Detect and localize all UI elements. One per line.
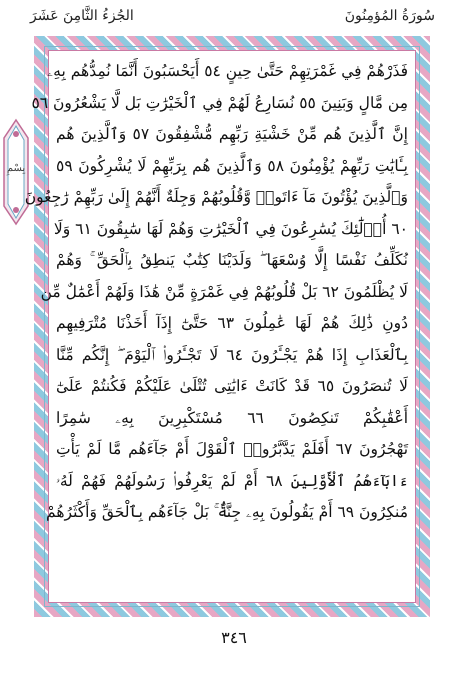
text-line: إِنَّ ٱلَّذِينَ هُم مِّنْ خَشْيَةِ رَبِّهِم مُّشْفِقُونَ ٥٧ وَٱلَّذِينَ هُم (56, 125, 408, 143)
page-number: ٣٤٦ (221, 628, 247, 647)
hizb-label: بِسْمِ (6, 163, 26, 174)
text-line: أَعْقَٰبِكُمْ تَنكِصُونَ ٦٦ مُسْتَكْبِرِينَ بِهِۦ سَٰمِرًا (56, 408, 408, 427)
text-line: ٦٠ أُو۟لَٰٓئِكَ يُسَٰرِعُونَ فِي ٱلْخَيْرَٰتِ وَهُمْ لَهَا سَٰبِقُونَ ٦١ وَلَا (53, 219, 408, 238)
text-line: تَهْجُرُونَ ٦٧ أَفَلَمْ يَدَّبَّرُوا۟ ٱلْقَوْلَ أَمْ جَآءَهُم مَّا لَمْ يَأْتِ (56, 440, 409, 458)
text-line: نُكَلِّفُ نَفْسًا إِلَّا وُسْعَهَا ۖ وَلَدَيْنَا كِتَٰبٌ يَنطِقُ بِٱلْحَقِّ ۚ وَهُمْ (56, 251, 408, 269)
text-line: لَا يُظْلَمُونَ ٦٢ بَلْ قُلُوبُهُمْ فِي غَمْرَةٍ مِّنْ هَٰذَا وَلَهُمْ أَعْمَٰلٌ مِّن (40, 282, 408, 301)
surah-name: سُورَةُ المُؤمِنُونَ (344, 8, 435, 24)
text-line: وَٱلَّذِينَ يُؤْتُونَ مَآ ءَاتَوا۟ وَّقُلُوبُهُمْ وَجِلَةٌ أَنَّهُمْ إِلَىٰ رَبِّهِمْ رَٰجِعُونَ (24, 188, 408, 206)
text-line: بِٱلْعَذَابِ إِذَا هُمْ يَجْـَٔرُونَ ٦٤ لَا تَجْـَٔرُوا۟ ٱلْيَوْمَ ۖ إِنَّكُم مِّنَّا (56, 345, 408, 364)
text-line: ءَابَآءَهُمُ ٱلْأَوَّلِينَ ٦٨ أَمْ لَمْ يَعْرِفُوا۟ رَسُولَهُمْ فَهُمْ لَهُۥ (56, 471, 408, 490)
text-line: مِن مَّالٍ وَبَنِينَ ٥٥ نُسَارِعُ لَهُمْ فِي ٱلْخَيْرَٰتِ بَل لَّا يَشْعُرُونَ ٥٦ (31, 93, 408, 112)
page-header (30, 8, 435, 34)
text-line: فَذَرْهُمْ فِي غَمْرَتِهِمْ حَتَّىٰ حِينٍ ٥٤ أَيَحْسَبُونَ أَنَّمَا نُمِدُّهُم بِهِۦ (47, 62, 408, 80)
text-line: مُنكِرُونَ ٦٩ أَمْ يَقُولُونَ بِهِۦ جِنَّةٌۢ ۚ بَلْ جَآءَهُم بِٱلْحَقِّ وَأَكْثَرُهُمْ (46, 503, 408, 521)
text-line: بِـَٔايَٰتِ رَبِّهِمْ يُؤْمِنُونَ ٥٨ وَٱلَّذِينَ هُم بِرَبِّهِمْ لَا يُشْرِكُونَ ٥٩ (56, 156, 408, 175)
text-line: لَا تُنصَرُونَ ٦٥ قَدْ كَانَتْ ءَايَٰتِى تُتْلَىٰ عَلَيْكُمْ فَكُنتُمْ عَلَىٰٓ (56, 377, 409, 395)
quran-text (24, 56, 409, 529)
text-line: دُونِ ذَٰلِكَ هُمْ لَهَا عَٰمِلُونَ ٦٣ حَتَّىٰٓ إِذَآ أَخَذْنَا مُتْرَفِيهِم (56, 314, 409, 332)
juz-name: الجُزءُ الثَّامِنَ عَشَرَ (30, 8, 134, 24)
